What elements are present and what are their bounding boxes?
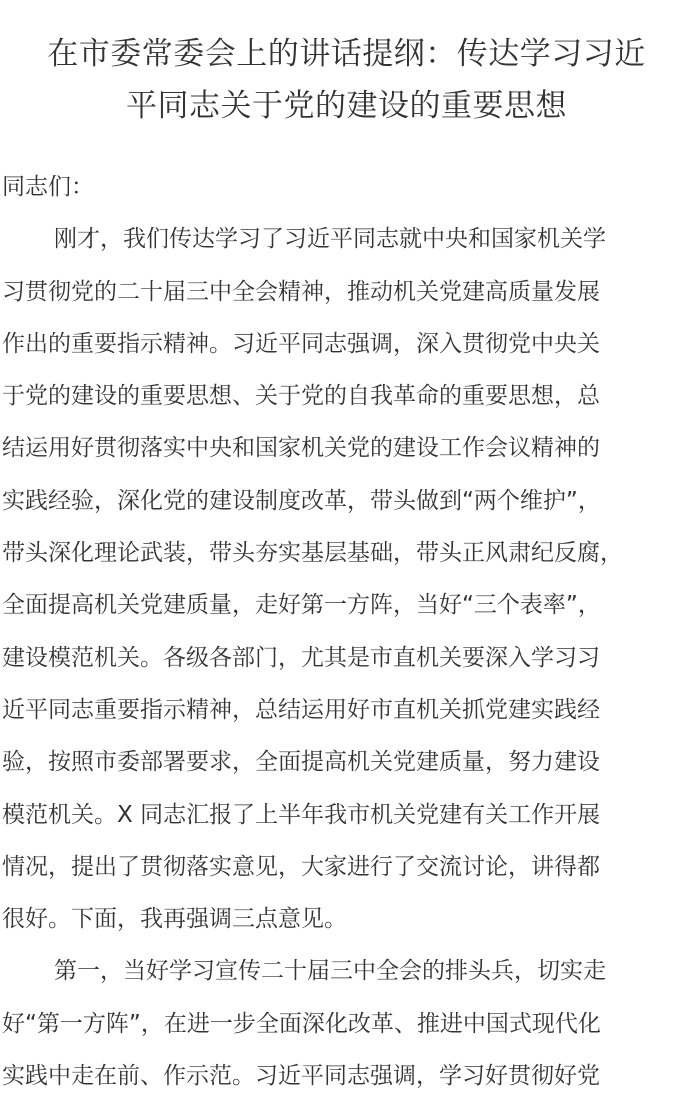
body-line: 同志们：	[2, 174, 94, 200]
body-line: 结运用好贯彻落实中央和国家机关党的建设工作会议精神的	[2, 435, 600, 462]
article-body	[0, 161, 693, 1097]
body-line: 于党的建设的重要思想、关于党的自我革命的重要思想，总	[2, 383, 600, 410]
article-title	[0, 0, 693, 132]
body-line: 习贯彻党的二十届三中全会精神，推动机关党建高质量发展	[2, 278, 600, 305]
body-line: 情况，提出了贯彻落实意见，大家进行了交流讨论，讲得都	[2, 853, 600, 880]
body-line: 实践经验，深化党的建设制度改革，带头做到“两个维护”，	[2, 487, 601, 514]
body-line: 实践中走在前、作示范。习近平同志强调，学习好贯彻好党	[2, 1063, 600, 1090]
body-line: 第一，当好学习宣传二十届三中全会的排头兵，切实走	[54, 958, 606, 985]
body-line: 近平同志重要指示精神，总结运用好市直机关抓党建实践经	[2, 696, 600, 723]
body-line: 模范机关。X 同志汇报了上半年我市机关党建有关工作开展	[2, 801, 601, 828]
body-line: 作出的重要指示精神。习近平同志强调，深入贯彻党中央关	[2, 330, 600, 357]
body-line: 验，按照市委部署要求，全面提高机关党建质量，努力建设	[2, 749, 600, 776]
body-line: 刚才，我们传达学习了习近平同志就中央和国家机关学	[54, 226, 606, 253]
body-line: 好“第一方阵”，在进一步全面深化改革、推进中国式现代化	[2, 1010, 601, 1037]
body-line: 很好。下面，我再强调三点意见。	[2, 906, 347, 933]
body-line: 带头深化理论武装，带头夯实基层基础，带头正风肃纪反腐，	[2, 540, 623, 567]
title-line-2: 平同志关于党的建设的重要思想	[126, 88, 567, 124]
body-line: 全面提高机关党建质量，走好第一方阵，当好“三个表率”，	[2, 592, 601, 619]
title-line-1: 在市委常委会上的讲话提纲：传达学习习近	[47, 36, 646, 72]
body-line: 建设模范机关。各级各部门，尤其是市直机关要深入学习习	[2, 644, 600, 671]
